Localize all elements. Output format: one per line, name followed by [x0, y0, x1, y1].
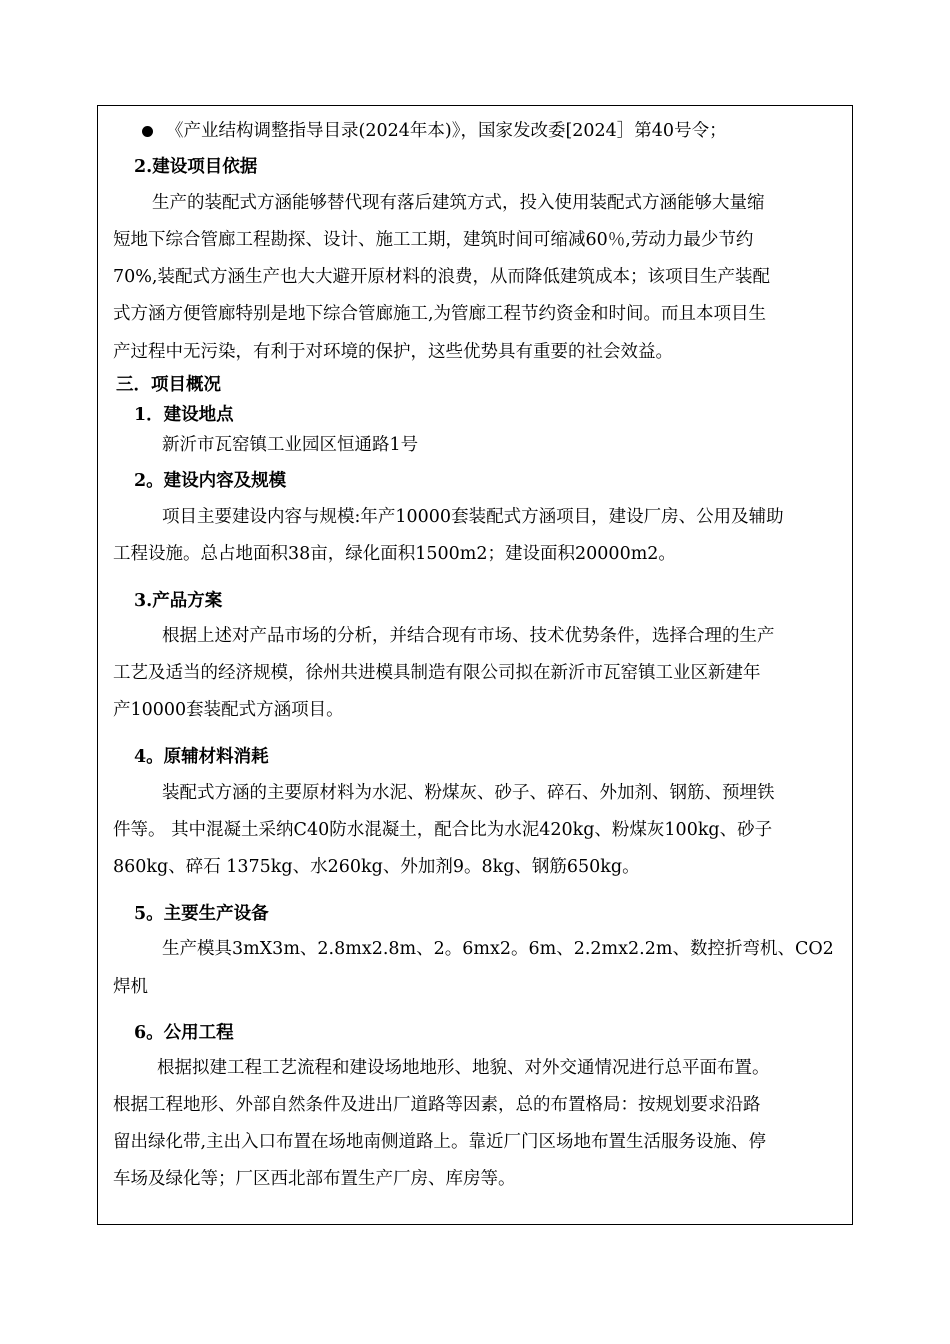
paragraph-line: 生产的装配式方涵能够替代现有落后建筑方式，投入使用装配式方涵能够大量缩	[152, 193, 765, 213]
paragraph-line: 短地下综合管廊工程勘探、设计、施工工期，建筑时间可缩减60％,劳动力最少节约	[113, 230, 754, 250]
paragraph-line: 式方涵方便管廊特别是地下综合管廊施工,为管廊工程节约资金和时间。而且本项目生	[113, 304, 767, 324]
paragraph-line: 焊机	[113, 977, 148, 997]
section-heading: 3.产品方案	[134, 591, 223, 611]
paragraph-line: 860kg、碎石 1375kg、水260kg、外加剂9。8kg、钢筋650kg。	[113, 857, 640, 877]
paragraph-line: 产10000套装配式方涵项目。	[113, 700, 344, 720]
section-heading: 2。建设内容及规模	[134, 471, 287, 491]
paragraph-line: 件等。 其中混凝土采纳C40防水混凝土，配合比为水泥420kg、粉煤灰100kg、砂子	[113, 820, 773, 840]
part-heading: 三．项目概况	[116, 375, 221, 395]
paragraph-line: 70%,装配式方涵生产也大大避开原材料的浪费，从而降低建筑成本；该项目生产装配	[113, 267, 770, 287]
paragraph-line: 根据上述对产品市场的分析，并结合现有市场、技术优势条件，选择合理的生产	[162, 626, 775, 646]
paragraph-line: 工程设施。总占地面积38亩，绿化面积1500m2；建设面积20000m2。	[113, 544, 676, 564]
paragraph-line: 根据工程地形、外部自然条件及进出厂道路等因素，总的布置格局：按规划要求沿路	[113, 1095, 761, 1115]
section-heading: 5。主要生产设备	[134, 904, 269, 924]
bullet-item: 《产业结构调整指导目录(2024年本)》，国家发改委[2024］第40号令；	[166, 121, 727, 141]
section-heading: 1．建设地点	[134, 405, 234, 425]
paragraph-line: 生产模具3mX3m、2.8mx2.8m、2。6mx2。6m、2.2mx2.2m、数控折弯机、CO2	[162, 939, 834, 959]
paragraph-line: 工艺及适当的经济规模，徐州共进模具制造有限公司拟在新沂市瓦窑镇工业区新建年	[113, 663, 761, 683]
paragraph-line: 留出绿化带,主出入口布置在场地南侧道路上。靠近厂门区场地布置生活服务设施、停	[113, 1132, 767, 1152]
paragraph-line: 项目主要建设内容与规模:年产10000套装配式方涵项目，建设厂房、公用及辅助	[162, 507, 784, 527]
section-heading: 2.建设项目依据	[134, 157, 258, 177]
paragraph-line: 车场及绿化等；厂区西北部布置生产厂房、库房等。	[113, 1169, 516, 1189]
section-heading: 6。公用工程	[134, 1023, 234, 1043]
paragraph-line: 根据拟建工程工艺流程和建设场地地形、地貌、对外交通情况进行总平面布置。	[157, 1058, 770, 1078]
paragraph-line: 产过程中无污染，有利于对环境的保护，这些优势具有重要的社会效益。	[113, 342, 673, 362]
bullet-icon	[142, 126, 153, 137]
paragraph-line: 装配式方涵的主要原材料为水泥、粉煤灰、砂子、碎石、外加剂、钢筋、预埋铁	[162, 783, 775, 803]
paragraph-line: 新沂市瓦窑镇工业园区恒通路1号	[162, 435, 419, 455]
section-heading: 4。原辅材料消耗	[134, 747, 269, 767]
